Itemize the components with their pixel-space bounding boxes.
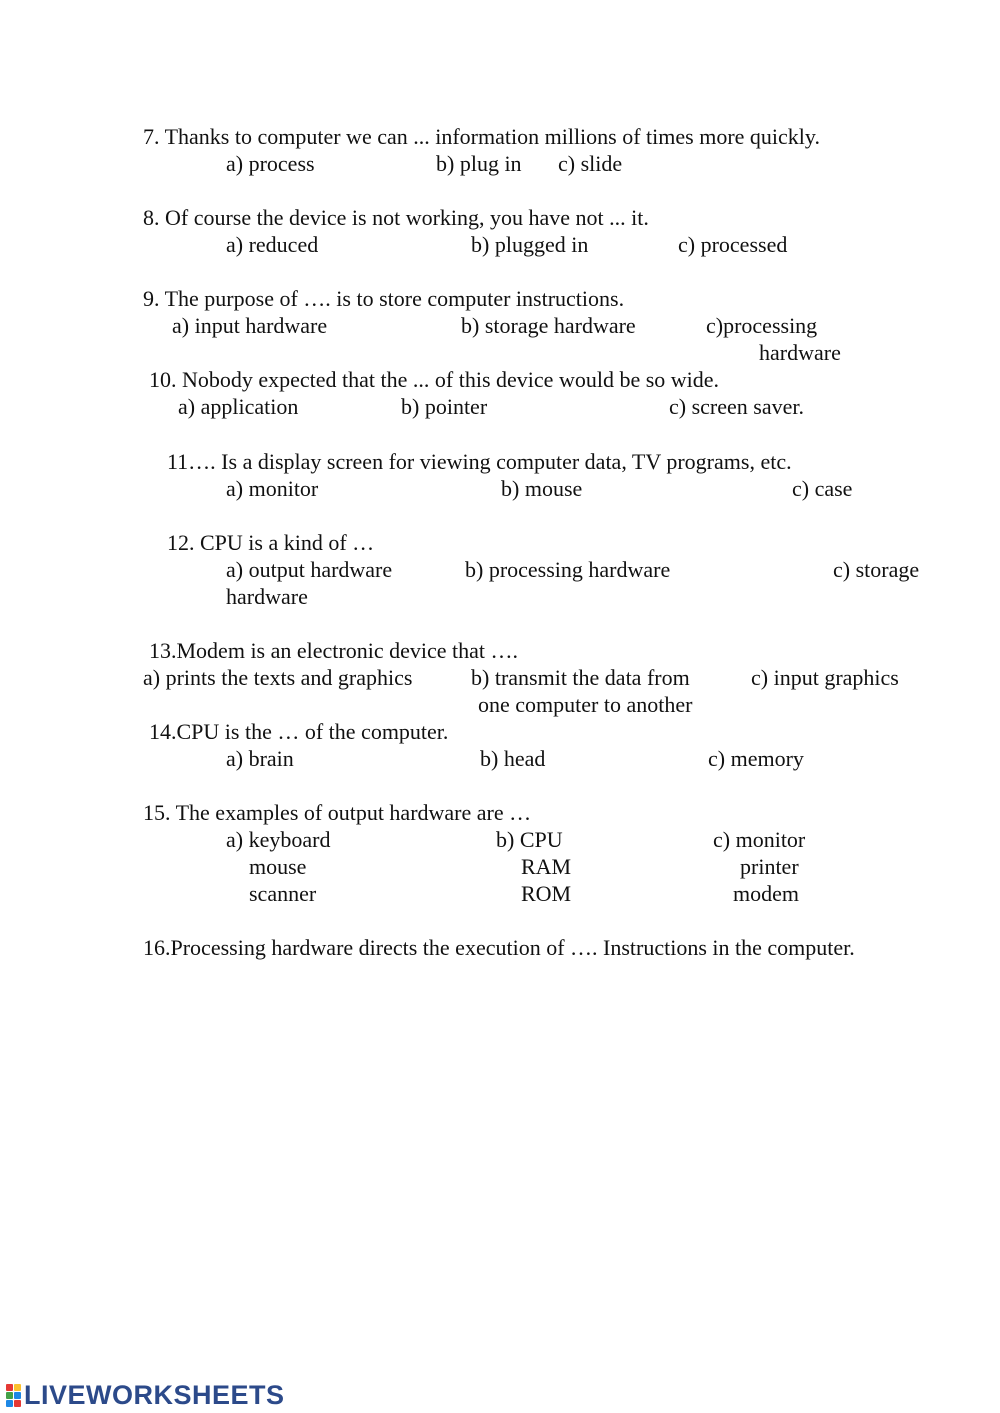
question-12-option-a[interactable]: a) output hardware	[226, 557, 393, 582]
question-15-prompt: 15. The examples of output hardware are …	[143, 800, 532, 825]
question-10-prompt: 10. Nobody expected that the ... of this device would be so wide.	[149, 367, 720, 392]
question-7-option-a[interactable]: a) process	[226, 151, 315, 176]
question-10-option-b[interactable]: b) pointer	[401, 394, 488, 419]
question-12-prompt: 12. CPU is a kind of …	[167, 530, 375, 555]
question-15-option-b[interactable]: b) CPU	[496, 827, 563, 852]
logo-blocks-icon	[6, 1383, 22, 1407]
question-9-option-c-continued: hardware	[759, 340, 841, 365]
question-14-prompt: 14.CPU is the … of the computer.	[149, 719, 449, 744]
question-15-option-c-item: printer	[740, 854, 799, 879]
question-8-option-c[interactable]: c) processed	[678, 232, 788, 257]
question-11-option-a[interactable]: a) monitor	[226, 476, 319, 501]
question-15-option-b-item: RAM	[521, 854, 572, 879]
question-15-option-c-item: modem	[733, 881, 799, 906]
question-8-prompt: 8. Of course the device is not working, you have not ... it.	[143, 205, 649, 230]
question-9-option-a[interactable]: a) input hardware	[172, 313, 328, 338]
question-12-option-b[interactable]: b) processing hardware	[465, 557, 671, 582]
liveworksheets-logo[interactable]	[6, 1380, 285, 1410]
question-11-option-b[interactable]: b) mouse	[501, 476, 583, 501]
question-15-option-a[interactable]: a) keyboard	[226, 827, 331, 852]
question-9-prompt: 9. The purpose of …. is to store computer instructions.	[143, 286, 625, 311]
logo-text: LIVEWORKSHEETS	[24, 1379, 285, 1410]
question-11-option-c[interactable]: c) case	[792, 476, 853, 501]
question-13-option-b[interactable]: b) transmit the data from	[471, 665, 690, 690]
question-10-option-c[interactable]: c) screen saver.	[669, 394, 804, 419]
question-8-option-b[interactable]: b) plugged in	[471, 232, 589, 257]
question-12-option-c-continued: hardware	[226, 584, 308, 609]
question-7-prompt: 7. Thanks to computer we can ... information millions of times more quickly.	[143, 124, 820, 149]
question-13-option-b-continued: one computer to another	[478, 692, 693, 717]
question-12-option-c[interactable]: c) storage	[833, 557, 920, 582]
question-8-option-a[interactable]: a) reduced	[226, 232, 319, 257]
question-15-option-b-item: ROM	[521, 881, 572, 906]
question-10-option-a[interactable]: a) application	[178, 394, 299, 419]
question-14-option-c[interactable]: c) memory	[708, 746, 804, 771]
question-16-prompt: 16.Processing hardware directs the execution of …. Instructions in the computer.	[143, 935, 855, 960]
question-15-option-c[interactable]: c) monitor	[713, 827, 806, 852]
question-11-prompt: 11…. Is a display screen for viewing computer data, TV programs, etc.	[167, 449, 792, 474]
question-15-option-a-item: mouse	[249, 854, 307, 879]
question-9-option-b[interactable]: b) storage hardware	[461, 313, 636, 338]
question-14-option-a[interactable]: a) brain	[226, 746, 294, 771]
question-15-option-a-item: scanner	[249, 881, 317, 906]
question-13-prompt: 13.Modem is an electronic device that ….	[149, 638, 518, 663]
question-7-option-c[interactable]: c) slide	[558, 151, 623, 176]
question-7-option-b[interactable]: b) plug in	[436, 151, 522, 176]
question-13-option-c[interactable]: c) input graphics	[751, 665, 899, 690]
question-14-option-b[interactable]: b) head	[480, 746, 546, 771]
question-13-option-a[interactable]: a) prints the texts and graphics	[143, 665, 413, 690]
question-9-option-c[interactable]: c)processing	[706, 313, 818, 338]
